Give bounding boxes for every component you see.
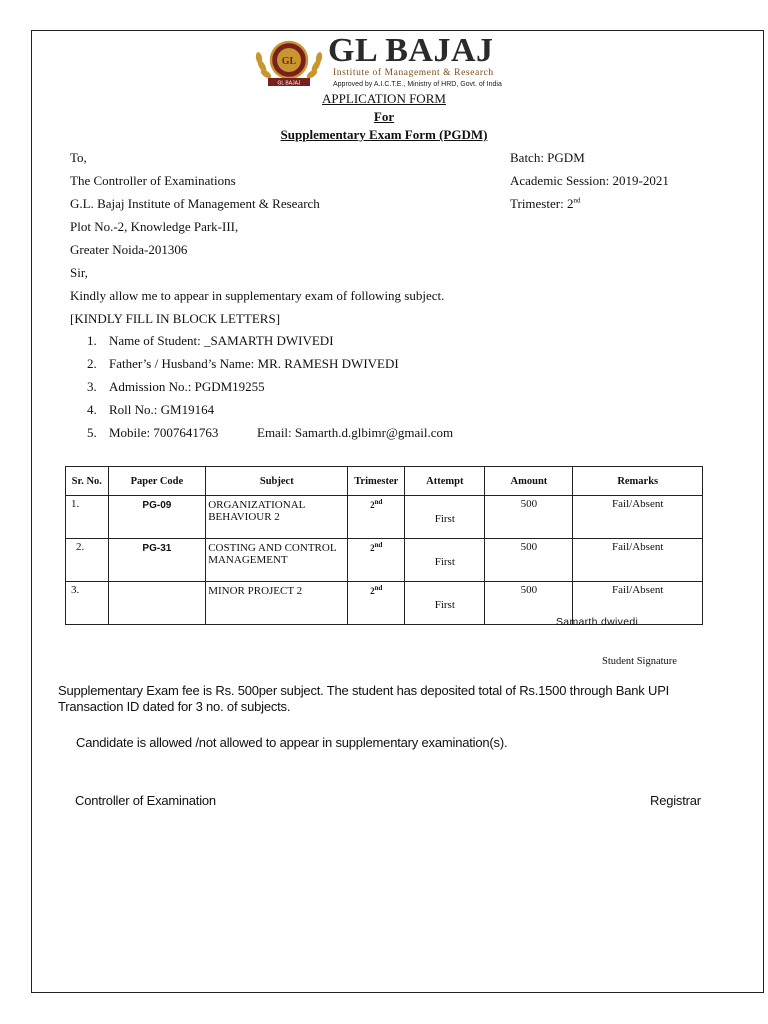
cell-amount: 500 — [485, 582, 573, 625]
cell-remarks: Fail/Absent — [573, 582, 703, 625]
address-to: To, — [70, 150, 87, 165]
address-line-3: Plot No.-2, Knowledge Park-III, — [70, 219, 239, 234]
trimester: Trimester: 2nd — [510, 196, 581, 211]
admission-no: Admission No.: PGDM19255 — [109, 379, 265, 394]
form-title-for: For — [373, 109, 395, 124]
header-trimester: Trimester — [348, 467, 405, 496]
cell-attempt: First — [405, 496, 485, 539]
header-sr-no: Sr. No. — [66, 467, 109, 496]
cell-amount: 500 — [485, 496, 573, 539]
cell-trimester: 2nd — [348, 582, 405, 625]
mobile: Mobile: 7007641763 — [109, 425, 219, 440]
student-signature: Samarth dwivedi — [556, 616, 639, 628]
header-attempt: Attempt — [405, 467, 485, 496]
allowed-statement: Candidate is allowed /not allowed to appear in supplementary examination(s). — [76, 735, 508, 750]
cell-sr-no: 1. — [66, 496, 109, 539]
header-amount: Amount — [485, 467, 573, 496]
college-subtitle: Institute of Management & Research — [333, 68, 494, 78]
cell-trimester: 2nd — [348, 539, 405, 582]
cell-paper-code — [108, 582, 206, 625]
salutation: Sir, — [70, 265, 88, 280]
college-name: GL BAJAJ — [328, 32, 494, 69]
college-approval: Approved by A.I.C.T.E., Ministry of HRD, Govt. of India — [333, 81, 502, 88]
cell-remarks: Fail/Absent — [573, 496, 703, 539]
instruction-text: [KINDLY FILL IN BLOCK LETTERS] — [70, 311, 281, 326]
cell-remarks: Fail/Absent — [573, 539, 703, 582]
cell-trimester: 2nd — [348, 496, 405, 539]
cell-subject: COSTING AND CONTROL MANAGEMENT — [206, 539, 348, 582]
cell-amount: 500 — [485, 539, 573, 582]
batch: Batch: PGDM — [510, 150, 585, 165]
table-header-row — [66, 467, 703, 496]
father-name: Father’s / Husband’s Name: MR. RAMESH DWIVEDI — [109, 356, 399, 371]
cell-paper-code: PG-09 — [108, 496, 206, 539]
address-line-1: The Controller of Examinations — [70, 173, 236, 188]
cell-attempt: First — [405, 539, 485, 582]
subjects-table — [65, 466, 703, 625]
college-logo-emblem — [252, 36, 326, 92]
cell-paper-code: PG-31 — [108, 539, 206, 582]
header-subject: Subject — [206, 467, 348, 496]
academic-session: Academic Session: 2019-2021 — [510, 173, 669, 188]
student-name: Name of Student: _SAMARTH DWIVEDI — [109, 333, 334, 348]
svg-text:GL: GL — [281, 56, 297, 67]
controller-label: Controller of Examination — [75, 793, 216, 808]
table-row — [66, 496, 703, 539]
form-title: APPLICATION FORM — [322, 91, 446, 106]
detail-number: 3. — [87, 379, 97, 394]
request-text: Kindly allow me to appear in supplementary exam of following subject. — [70, 288, 445, 303]
cell-sr-no: 2. — [66, 539, 109, 582]
cell-subject: ORGANIZATIONAL BEHAVIOUR 2 — [206, 496, 348, 539]
fee-statement: Supplementary Exam fee is Rs. 500per subject. The student has deposited total of Rs.1500 through Bank UPI Transaction ID dated for 3 no. of subjects. — [58, 683, 670, 714]
roll-no: Roll No.: GM19164 — [109, 402, 215, 417]
detail-number: 4. — [87, 402, 97, 417]
cell-attempt: First — [405, 582, 485, 625]
header-remarks: Remarks — [573, 467, 703, 496]
detail-number: 2. — [87, 356, 97, 371]
table-row — [66, 539, 703, 582]
address-line-4: Greater Noida-201306 — [70, 242, 188, 257]
email: Email: Samarth.d.glbimr@gmail.com — [257, 425, 454, 440]
registrar-label: Registrar — [650, 793, 701, 808]
cell-subject: MINOR PROJECT 2 — [206, 582, 348, 625]
cell-sr-no: 3. — [66, 582, 109, 625]
svg-text:GL BAJAJ: GL BAJAJ — [277, 80, 301, 87]
detail-number: 1. — [87, 333, 97, 348]
form-subtitle: Supplementary Exam Form (PGDM) — [280, 127, 488, 142]
detail-number: 5. — [87, 425, 97, 440]
header-paper-code: Paper Code — [108, 467, 206, 496]
student-signature-label: Student Signature — [602, 656, 677, 667]
address-line-2: G.L. Bajaj Institute of Management & Research — [70, 196, 320, 211]
